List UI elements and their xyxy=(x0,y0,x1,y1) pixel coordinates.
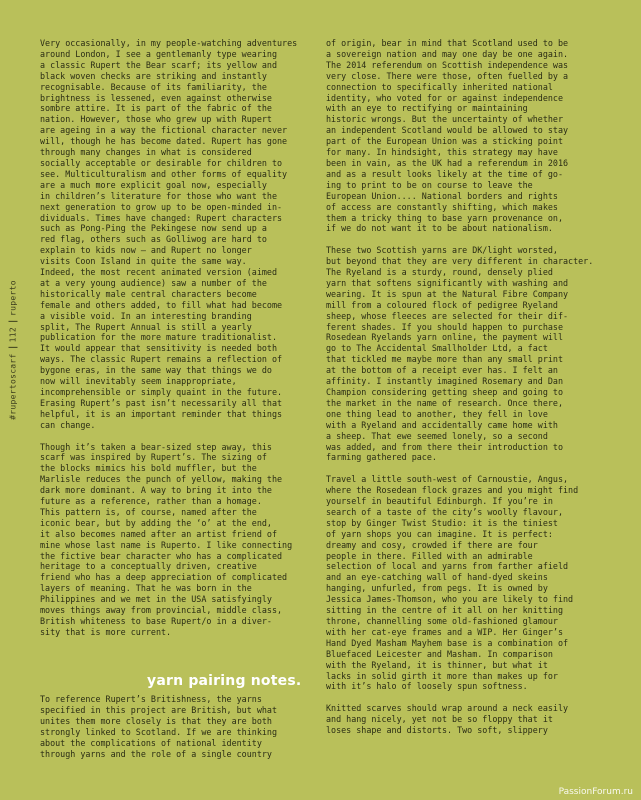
site-watermark: PassionForum.ru xyxy=(558,787,633,797)
body-paragraph: Knitted scarves should wrap around a neck easily and hang nicely, yet not be so floppy that it loses shape and distorts. Two soft, slippery xyxy=(326,703,569,736)
page-margin-label xyxy=(2,270,24,430)
page-number: 112 xyxy=(8,326,18,343)
body-paragraph: These two Scottish yarns are DK/light worsted, but beyond that they are very different in character. The Ryeland is a sturdy, round, densely plied yarn that softens significantly with washing and wearing. It is spun at the Natural Fibre Company mill from a coloured flock of pedigree Ryeland sheep, whose fleeces are selected for their dif- ferent shades. If you should happen to purchase Rosedean Ryelands yarn online, the payment will go to The Accidental Smallholder Ltd, a fact that tickled me maybe more than any small print at the bottom of a receipt ever has. I felt an affinity. I instantly imagined Rosemary and Dan Champion considering getting sheep and going to the market in the name of research. Once there, one thing lead to another, they fell in love with a Ryeland and accidentally came home with a sheep. That ewe seemed lonely, so a second was added, and from there their introduction to farming gathered pace. xyxy=(326,245,594,463)
body-paragraph: Though it’s taken a bear-sized step away, this scarf was inspired by Rupert’s. The sizing of the blocks mimics his bold muffler, but the Marlisle reduces the punch of yellow, making the dark more dominant. A way to bring it into the future as a reference, rather than a homage. This pattern is, of course, named after the iconic bear, but by adding the ‘o’ at the end, it also becomes named after an artist friend of mine whose last name is Ruperto. I like connecting the fictive bear character who has a complicated heritage to a conceptually driven, creative friend who has a deep appreciation of complicated layers of meaning. That he was born in the Philippines and we met in the USA satisfyingly moves things away from provincial, middle class, British whiteness to base Rupert/o in a diver- sity that is more current. xyxy=(40,441,293,637)
section-heading: yarn pairing notes. xyxy=(147,673,302,689)
margin-divider xyxy=(9,321,18,322)
margin-divider xyxy=(9,347,18,348)
body-paragraph: To reference Rupert’s Britishness, the yarns specified in this project are British, but what unites them more closely is that they are both strongly linked to Scotland. If we are thinking about the complications of national identity through yarns and the role of a single country xyxy=(40,694,277,759)
pattern-name: ruperto xyxy=(8,280,18,316)
body-paragraph: of origin, bear in mind that Scotland used to be a sovereign nation and may one day be one again. The 2014 referendum on Scottish independence was very close. There were those, often fuelled by a connection to specifically inherited national identity, who voted for or against independence with an eye to rectifying or maintaining historic wrongs. But the uncertainty of whether an independent Scotland would be allowed to stay part of the European Union was a sticking point for many. In hindsight, this strategy may have been in vain, as the UK had a referendum in 2016 and as a result looks likely at the time of go- ing to print to be on course to leave the European Union.... National borders and rights of access are constantly shifting, which makes them a tricky thing to base yarn provenance on, if we do not want it to be about nationalism. xyxy=(326,38,569,234)
right-column xyxy=(326,38,614,747)
body-paragraph: Very occasionally, in my people-watching adventures around London, I see a gentlemanly type wearing a classic Rupert the Bear scarf; its yellow and black woven checks are striking and instantly recognisable. Because of its familiarity, the brightness is lessened, even against otherwise sombre attire. It is part of the fabric of the nation. However, those who grew up with Rupert are ageing in a way the fictional character never will, though he has become dated. Rupert has gone through many changes in what is considered socially acceptable or desirable for children to see. Multiculturalism and other forms of equality are a much more explicit goal now, especially in children’s literature for those who want the next generation to grow up to be open-minded in- dividuals. Times have changed: Rupert characters such as Pong-Ping the Pekingese now send up a red flag, others such as Golliwog are hard to explain to kids now – and Rupert no longer visits Coon Island in quite the same way. Indeed, the most recent animated version (aimed at a very young audience) saw a number of the historically male central characters become female and others added, to fill what had become a visible void. In an interesting branding split, The Rupert Annual is still a yearly publication for the more mature traditionalist. It would appear that sensitivity is needed both ways. The classic Rupert remains a reflection of bygone eras, in the same way that things we do now will inevitably seem inappropriate, incomprehensible or simply quaint in the future. Erasing Rupert’s past isn’t necessarily all that helpful, it is an important reminder that things can change. xyxy=(40,38,298,430)
left-column xyxy=(40,38,320,649)
section-body xyxy=(40,694,320,770)
body-paragraph: Travel a little south-west of Carnoustie, Angus, where the Rosedean flock grazes and you might find yourself in beautiful Edinburgh. If you’re in search of a taste of the city’s woolly flavour, stop by Ginger Twist Studio: it is the tiniest of yarn shops you can imagine. It is perfect: dreamy and cosy, crowded if there are four people in there. Filled with an admirable selection of local and yarns from farther afield and an eye-catching wall of hand-dyed skeins hanging, unfurled, from pegs. It is owned by Jessica James-Thomson, who you are likely to find sitting in the centre of it all on her knitting throne, channelling some old-fashioned glamour with her cat-eye frames and a WIP. Her Ginger’s Hand Dyed Masham Mayhem base is a combination of Bluefaced Leicester and Masham. In comparison with the Ryeland, it is thinner, but what it lacks in solid girth it more than makes up for with it’s halo of loosely spun softness. xyxy=(326,474,579,692)
pattern-hashtag: #rupertoscarf xyxy=(8,353,18,420)
